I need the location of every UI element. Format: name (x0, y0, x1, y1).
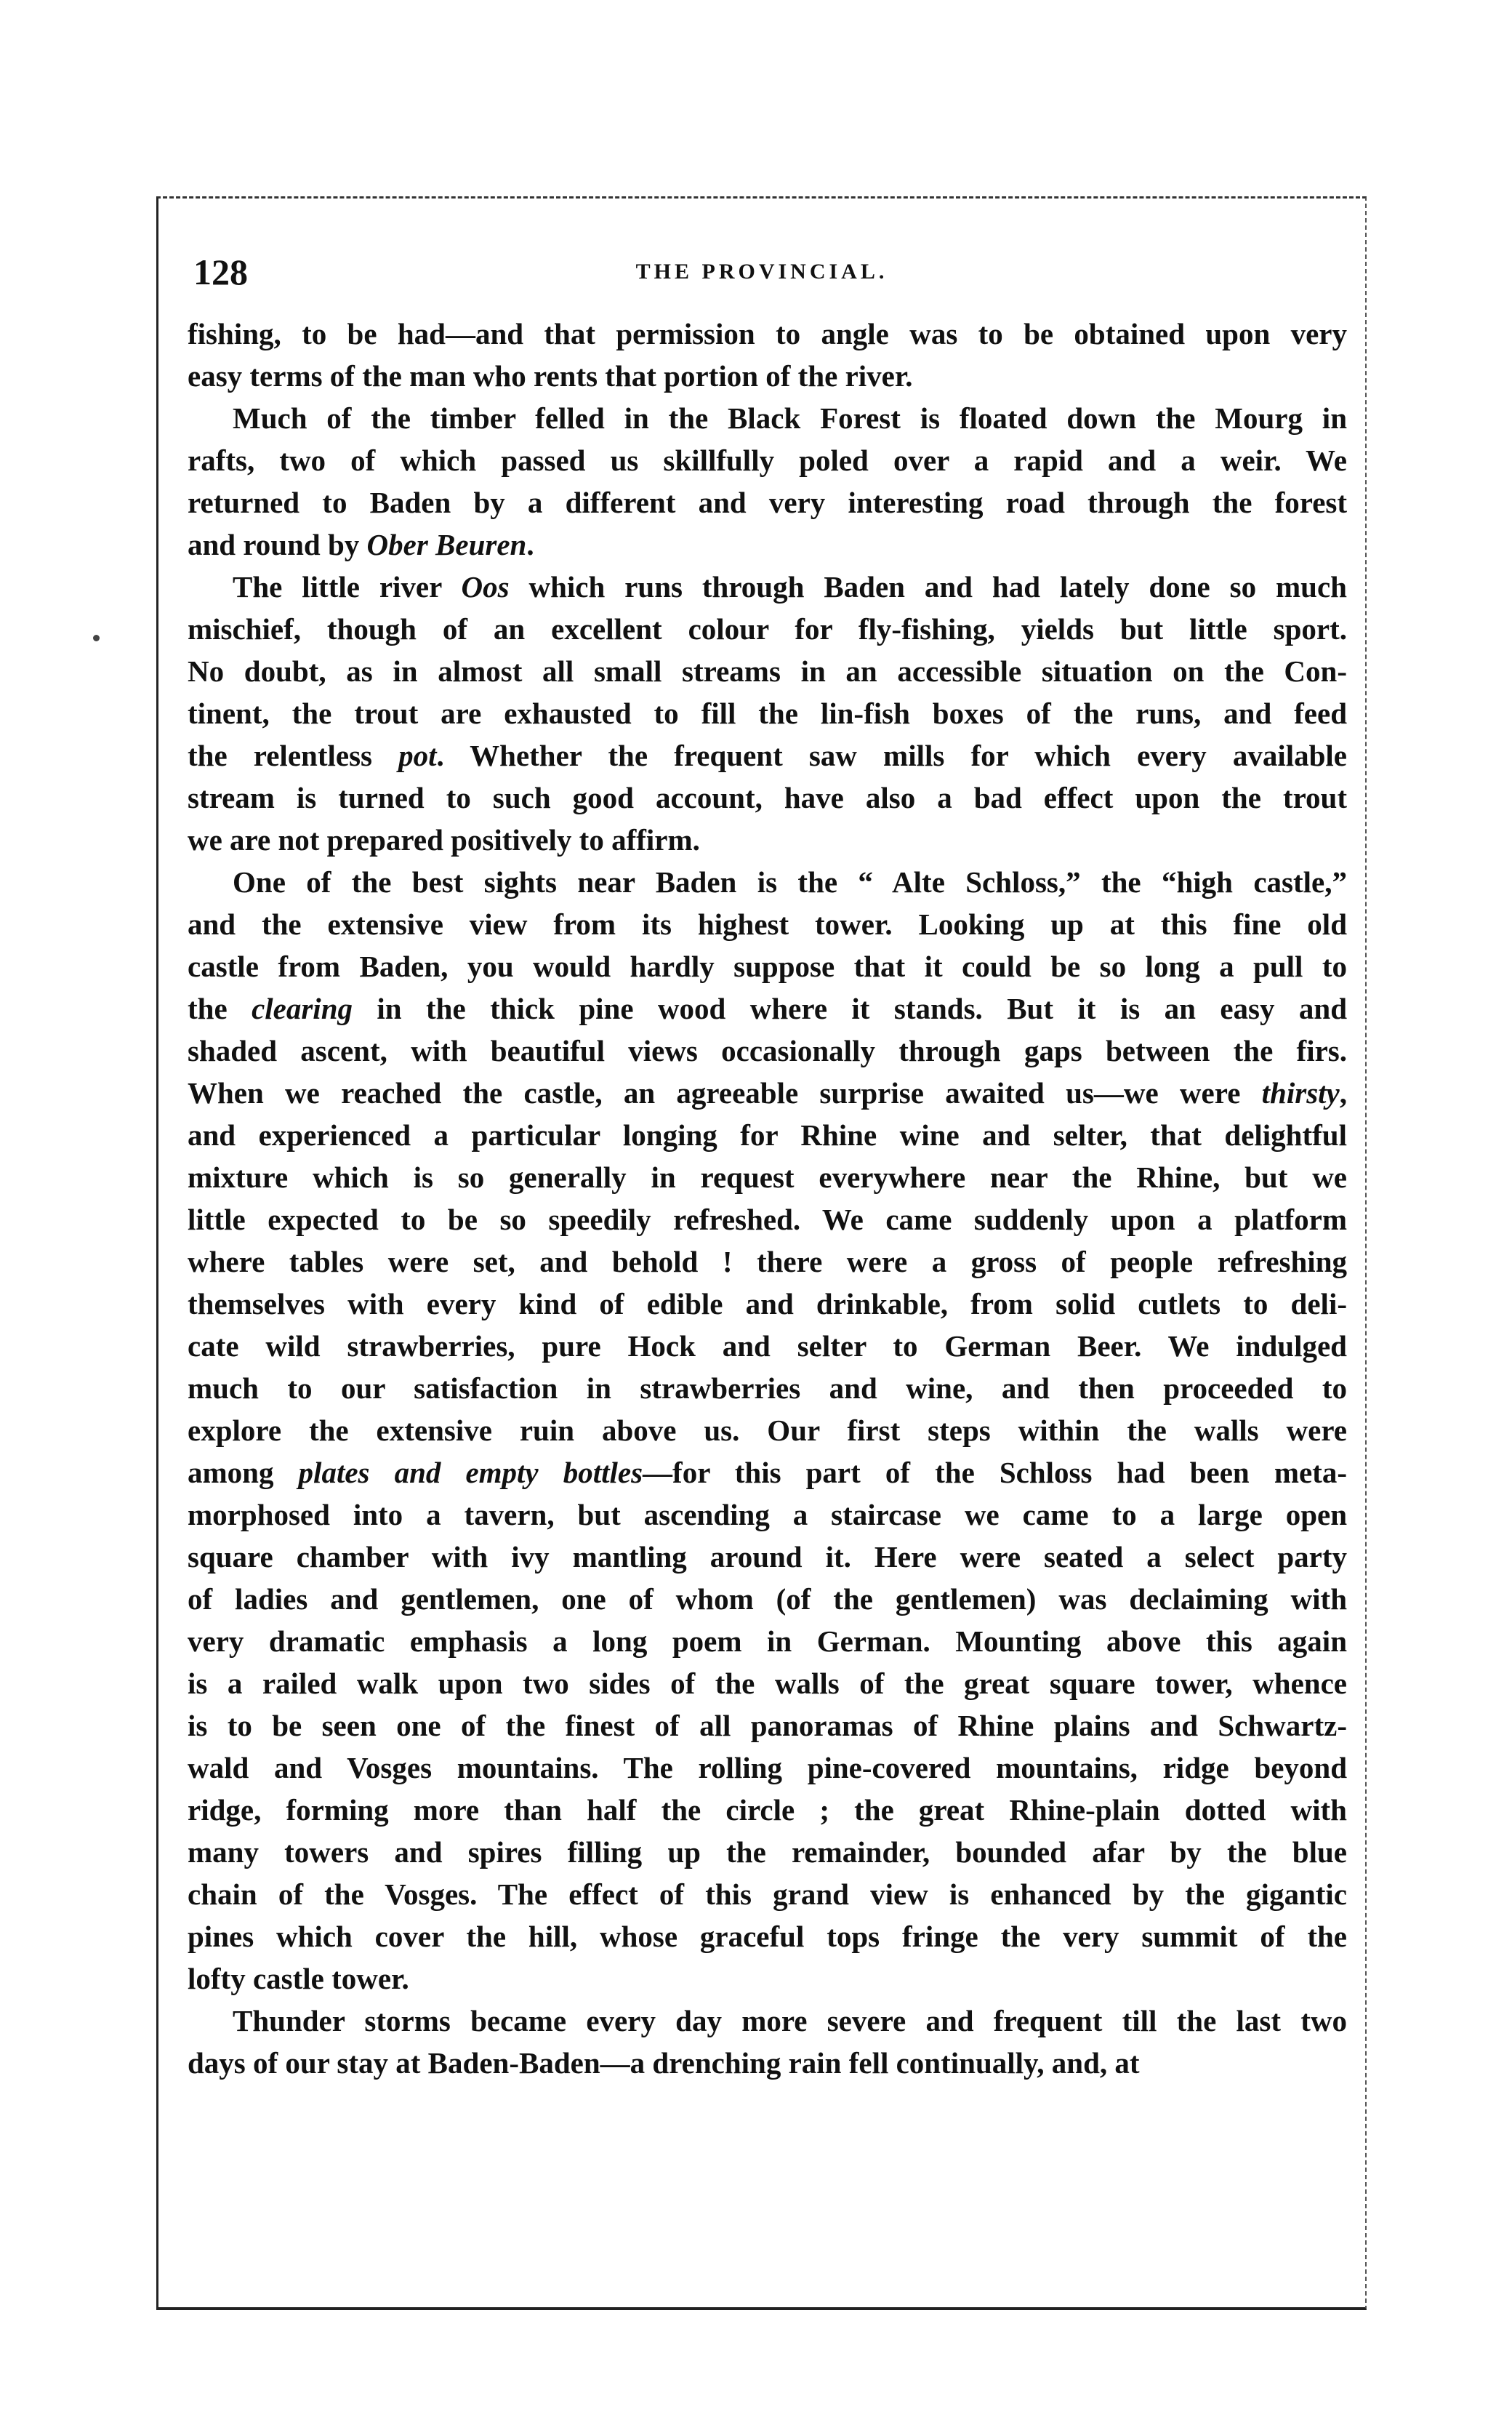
text-line (188, 1747, 1347, 1789)
text-segment: cate wild strawberries, pure Hock and selter to German Beer. We indulged (188, 1329, 1347, 1363)
text-line (188, 1114, 1347, 1156)
text-line (188, 777, 1347, 819)
text-segment: rafts, two of which passed us skillfully poled over a rapid and a weir. We (188, 444, 1347, 477)
text-segment: No doubt, as in almost all small streams in an accessible situation on the Con- (188, 654, 1347, 688)
text-segment: wald and Vosges mountains. The rolling pine-covered mountains, ridge beyond (188, 1751, 1347, 1784)
text-segment: morphosed into a tavern, but ascending a staircase we came to a large open (188, 1498, 1347, 1531)
text-segment: very dramatic emphasis a long poem in German. Mounting above this again (188, 1624, 1347, 1658)
text-segment: returned to Baden by a different and very interesting road through the forest (188, 486, 1347, 519)
text-line (188, 1325, 1347, 1367)
text-line (188, 481, 1347, 524)
text-line (188, 1873, 1347, 1915)
text-segment: The little river (233, 570, 462, 604)
text-line (188, 1198, 1347, 1240)
text-segment: , (1339, 1076, 1347, 1110)
text-segment: and experienced a particular longing for Rhine wine and selter, that delightful (188, 1118, 1347, 1152)
text-line (188, 397, 1347, 439)
text-segment: ridge, forming more than half the circle ; the great Rhine-plain dotted with (188, 1793, 1347, 1827)
text-segment: easy terms of the man who rents that portion of the river. (188, 359, 913, 393)
text-line (188, 1494, 1347, 1536)
text-segment: the relentless (188, 739, 399, 772)
text-line (188, 1367, 1347, 1409)
text-segment: is a railed walk upon two sides of the walls of the great square tower, whence (188, 1667, 1347, 1700)
text-line (188, 1789, 1347, 1831)
text-segment: is to be seen one of the finest of all panoramas of Rhine plains and Schwartz- (188, 1709, 1347, 1742)
text-segment: . (526, 528, 534, 561)
text-line (188, 524, 1347, 566)
page-header (180, 251, 1343, 309)
text-line (188, 566, 1347, 608)
text-segment: pines which cover the hill, whose graceful tops fringe the very summit of the (188, 1920, 1347, 1953)
text-segment: themselves with every kind of edible and drinkable, from solid cutlets to deli- (188, 1287, 1347, 1320)
text-segment: in the thick pine wood where it stands. But it is an easy and (353, 992, 1347, 1025)
italic-text: pot (398, 739, 437, 772)
text-line (188, 1915, 1347, 1957)
text-segment: Thunder storms became every day more severe and frequent till the last two (233, 2004, 1347, 2037)
text-segment: . Whether the frequent saw mills for which every available (436, 739, 1347, 772)
text-line (188, 692, 1347, 734)
text-line (188, 819, 1347, 861)
italic-text: clearing (252, 992, 353, 1025)
page-number: 128 (193, 252, 248, 292)
text-line (188, 861, 1347, 903)
text-segment: days of our stay at Baden-Baden—a drenching rain fell continually, and, at (188, 2046, 1140, 2080)
text-segment: little expected to be so speedily refreshed. We came suddenly upon a platform (188, 1203, 1347, 1236)
text-line (188, 1030, 1347, 1072)
text-segment: tinent, the trout are exhausted to fill the lin-fish boxes of the runs, and feed (188, 697, 1347, 730)
text-segment: lofty castle tower. (188, 1962, 409, 1995)
text-segment: mischief, though of an excellent colour for fly-fishing, yields but little sport. (188, 612, 1347, 646)
text-segment: chain of the Vosges. The effect of this grand view is enhanced by the gigantic (188, 1877, 1347, 1911)
text-segment: Much of the timber felled in the Black Forest is floated down the Mourg in (233, 401, 1347, 435)
text-segment: explore the extensive ruin above us. Our first steps within the walls were (188, 1414, 1347, 1447)
margin-dot (93, 635, 100, 641)
italic-text: plates and empty bottles (298, 1456, 643, 1489)
text-line (188, 903, 1347, 945)
text-line (188, 1451, 1347, 1494)
text-segment: many towers and spires filling up the remainder, bounded afar by the blue (188, 1835, 1347, 1869)
text-line (188, 439, 1347, 481)
text-line (188, 650, 1347, 692)
italic-text: Oos (461, 570, 510, 604)
text-line (188, 313, 1347, 355)
text-segment: mixture which is so generally in request everywhere near the Rhine, but we (188, 1161, 1347, 1194)
text-segment: which runs through Baden and had lately done so much (509, 570, 1347, 604)
italic-text: thirsty (1261, 1076, 1340, 1110)
text-segment: castle from Baden, you would hardly suppose that it could be so long a pull to (188, 950, 1347, 983)
text-line (188, 1283, 1347, 1325)
text-segment: the (188, 992, 252, 1025)
text-line (188, 1831, 1347, 1873)
text-segment: stream is turned to such good account, have also a bad effect upon the trout (188, 781, 1347, 814)
text-line (188, 1156, 1347, 1198)
text-line (188, 734, 1347, 777)
text-line (188, 1240, 1347, 1283)
text-line (188, 355, 1347, 397)
text-line (188, 1409, 1347, 1451)
text-line (188, 1662, 1347, 1704)
text-segment: among (188, 1456, 299, 1489)
text-line (188, 1957, 1347, 2000)
text-segment: of ladies and gentlemen, one of whom (of the gentlemen) was declaiming with (188, 1582, 1347, 1616)
body-text (188, 313, 1347, 2084)
italic-text: Ober Beuren (366, 528, 527, 561)
text-segment: fishing, to be had—and that permission to angle was to be obtained upon very (188, 317, 1347, 350)
running-title: THE PROVINCIAL. (635, 260, 888, 284)
text-segment: square chamber with ivy mantling around it. Here were seated a select party (188, 1540, 1347, 1574)
text-segment: —for this part of the Schloss had been meta- (643, 1456, 1347, 1489)
text-segment: When we reached the castle, an agreeable surprise awaited us—we were (188, 1076, 1262, 1110)
text-segment: we are not prepared positively to affirm. (188, 823, 700, 857)
text-line (188, 2000, 1347, 2042)
text-segment: One of the best sights near Baden is the “ Alte Schloss,” the “high castle,” (233, 865, 1347, 899)
text-line (188, 987, 1347, 1030)
text-line (188, 1072, 1347, 1114)
text-line (188, 608, 1347, 650)
text-segment: and round by (188, 528, 367, 561)
text-line (188, 1536, 1347, 1578)
text-line (188, 1578, 1347, 1620)
text-segment: shaded ascent, with beautiful views occasionally through gaps between the firs. (188, 1034, 1347, 1067)
text-line (188, 945, 1347, 987)
text-segment: much to our satisfaction in strawberries and wine, and then proceeded to (188, 1371, 1347, 1405)
text-segment: where tables were set, and behold ! there were a gross of people refreshing (188, 1245, 1347, 1278)
text-line (188, 2042, 1347, 2084)
text-line (188, 1620, 1347, 1662)
text-segment: and the extensive view from its highest tower. Looking up at this fine old (188, 907, 1347, 941)
text-line (188, 1704, 1347, 1747)
